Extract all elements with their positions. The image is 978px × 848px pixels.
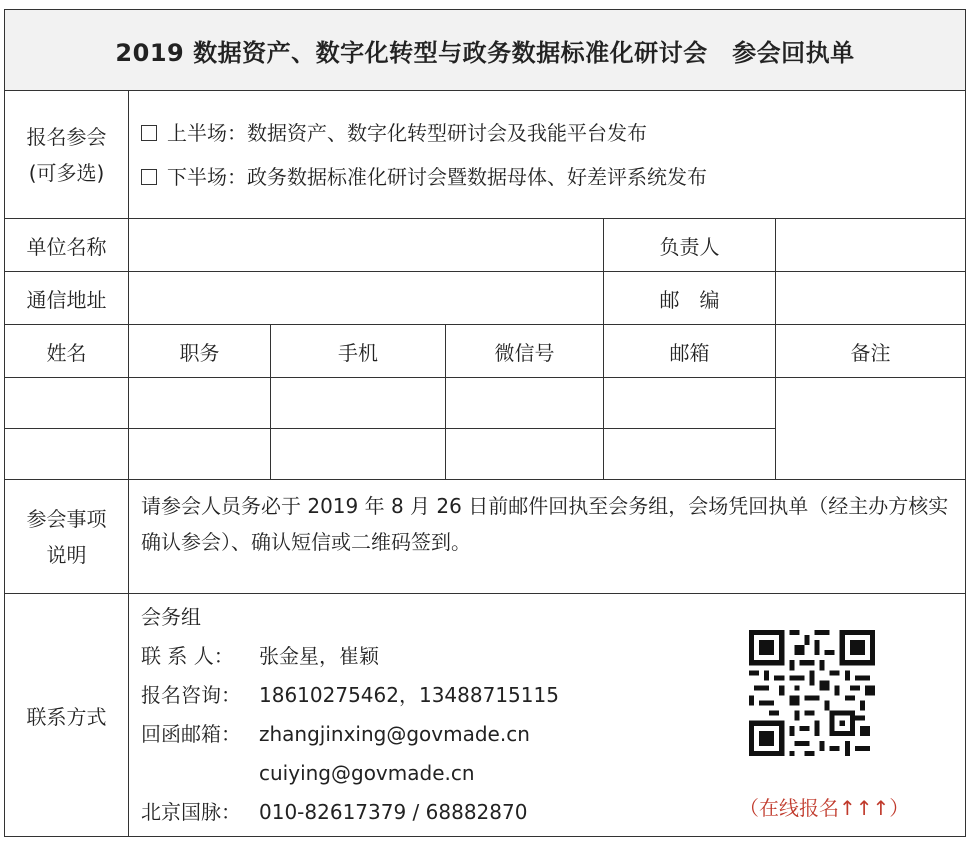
unit-name-field[interactable] — [129, 219, 604, 272]
online-signup-link[interactable]: （在线报名↑↑↑） — [739, 796, 910, 820]
first-half-label: 上半场：数据资产、数字化转型研讨会及我能平台发布 — [167, 120, 647, 145]
attendee-row — [5, 378, 966, 429]
organizing-group: 会务组 — [141, 605, 201, 629]
attendee-position-cell[interactable] — [129, 378, 271, 429]
session-option-second-half[interactable] — [141, 155, 953, 199]
session-label-line2: (可多选) — [28, 160, 105, 185]
col-position-header: 职务 — [129, 325, 271, 378]
col-remarks-header: 备注 — [776, 325, 966, 378]
postcode-field[interactable] — [776, 272, 966, 325]
signup-phone-key: 报名咨询： — [141, 683, 241, 707]
qr-code-icon[interactable] — [749, 630, 875, 756]
attendee-header-row — [5, 325, 966, 378]
notes-text: 请参会人员务必于 2019 年 8 月 26 日前邮件回执至会务组，会场凭回执单（经主办方核实确认参会）、确认短信或二维码签到。 — [129, 480, 966, 594]
attendee-email-cell[interactable] — [604, 429, 776, 480]
attendee-wechat-cell[interactable] — [446, 378, 604, 429]
reply-email-key: 回函邮箱： — [141, 722, 241, 746]
session-label — [5, 91, 129, 219]
attendee-wechat-cell[interactable] — [446, 429, 604, 480]
attendee-position-cell[interactable] — [129, 429, 271, 480]
attendee-mobile-cell[interactable] — [271, 429, 446, 480]
reply-email-value-1[interactable]: zhangjinxing@govmade.cn — [259, 722, 530, 746]
col-wechat-header: 微信号 — [446, 325, 604, 378]
second-half-checkbox[interactable] — [141, 169, 157, 185]
form-title: 2019 数据资产、数字化转型与政务数据标准化研讨会 参会回执单 — [5, 10, 966, 91]
beijing-phone-value: 010-82617379 / 68882870 — [259, 800, 528, 824]
first-half-checkbox[interactable] — [141, 125, 157, 141]
attendee-remarks-cell[interactable] — [776, 378, 966, 480]
col-email-header: 邮箱 — [604, 325, 776, 378]
receipt-form-table — [4, 9, 966, 837]
col-name-header: 姓名 — [5, 325, 129, 378]
notes-label-line1: 参会事项 — [26, 506, 107, 531]
attendee-mobile-cell[interactable] — [271, 378, 446, 429]
contact-person-label: 负责人 — [604, 219, 776, 272]
notes-label-line2: 说明 — [46, 542, 87, 567]
attendee-name-cell[interactable] — [5, 378, 129, 429]
address-field[interactable] — [129, 272, 604, 325]
reply-email-value-2[interactable]: cuiying@govmade.cn — [259, 761, 475, 785]
contact-person-value: 张金星，崔颖 — [259, 644, 379, 668]
address-label: 通信地址 — [5, 272, 129, 325]
contact-info-cell — [129, 594, 966, 837]
attendee-email-cell[interactable] — [604, 378, 776, 429]
postcode-label: 邮 编 — [604, 272, 776, 325]
beijing-phone-key: 北京国脉： — [141, 800, 241, 824]
session-options — [129, 91, 966, 219]
contact-person-field[interactable] — [776, 219, 966, 272]
contact-person-key: 联 系 人： — [141, 644, 234, 668]
notes-label — [5, 480, 129, 594]
attendee-name-cell[interactable] — [5, 429, 129, 480]
col-mobile-header: 手机 — [271, 325, 446, 378]
unit-name-label: 单位名称 — [5, 219, 129, 272]
contact-label: 联系方式 — [5, 594, 129, 837]
signup-phone-value: 18610275462，13488715115 — [259, 683, 559, 707]
second-half-label: 下半场：政务数据标准化研讨会暨数据母体、好差评系统发布 — [167, 164, 707, 189]
session-option-first-half[interactable] — [141, 111, 953, 155]
session-label-line1: 报名参会 — [26, 124, 107, 149]
